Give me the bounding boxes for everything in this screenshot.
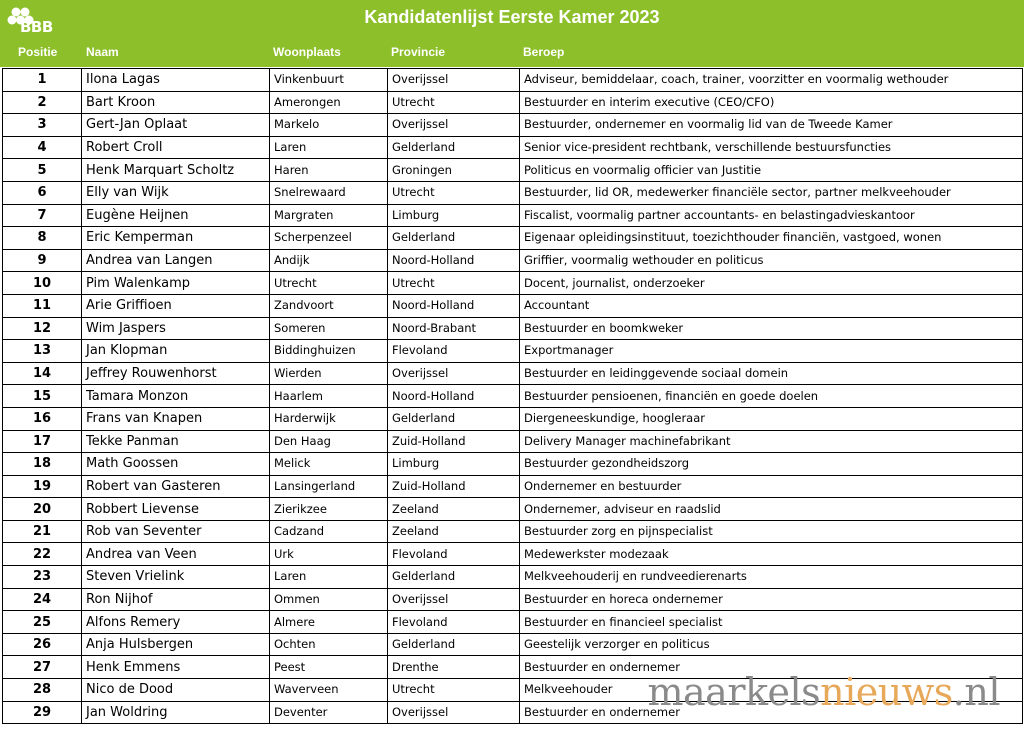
table-row — [3, 475, 1023, 498]
row-woonplaats: Someren — [270, 317, 388, 340]
table-header-bar — [0, 0, 1024, 67]
row-position: 8 — [3, 227, 82, 250]
row-beroep: Bestuurder en financieel specialist — [520, 611, 1023, 634]
row-beroep: Bestuurder pensioenen, financiën en goede doelen — [520, 385, 1023, 408]
row-position: 14 — [3, 362, 82, 385]
table-row — [3, 566, 1023, 589]
row-woonplaats: Amerongen — [270, 91, 388, 114]
row-provincie: Flevoland — [388, 611, 520, 634]
row-name: Andrea van Veen — [82, 543, 270, 566]
table-row — [3, 543, 1023, 566]
row-position: 4 — [3, 136, 82, 159]
row-beroep: Geestelijk verzorger en politicus — [520, 633, 1023, 656]
row-provincie: Gelderland — [388, 633, 520, 656]
row-beroep: Bestuurder en ondernemer — [520, 701, 1023, 724]
row-woonplaats: Zandvoort — [270, 294, 388, 317]
page-title: Kandidatenlijst Eerste Kamer 2023 — [364, 7, 660, 27]
table-row — [3, 181, 1023, 204]
row-position: 24 — [3, 588, 82, 611]
column-header-woonplaats: Woonplaats — [273, 45, 341, 59]
row-name: Alfons Remery — [82, 611, 270, 634]
table-row — [3, 272, 1023, 295]
row-position: 27 — [3, 656, 82, 679]
row-provincie: Zuid-Holland — [388, 475, 520, 498]
row-woonplaats: Haren — [270, 159, 388, 182]
table-row — [3, 385, 1023, 408]
row-beroep: Adviseur, bemiddelaar, coach, trainer, voorzitter en voormalig wethouder — [520, 69, 1023, 92]
row-position: 17 — [3, 430, 82, 453]
row-woonplaats: Haarlem — [270, 385, 388, 408]
row-provincie: Utrecht — [388, 272, 520, 295]
row-woonplaats: Lansingerland — [270, 475, 388, 498]
table-row — [3, 69, 1023, 92]
row-beroep: Bestuurder gezondheidszorg — [520, 453, 1023, 476]
table-row — [3, 498, 1023, 521]
row-provincie: Noord-Holland — [388, 385, 520, 408]
row-name: Robert van Gasteren — [82, 475, 270, 498]
table-row — [3, 159, 1023, 182]
row-provincie: Overijssel — [388, 362, 520, 385]
row-position: 2 — [3, 91, 82, 114]
table-row — [3, 362, 1023, 385]
row-name: Anja Hulsbergen — [82, 633, 270, 656]
row-name: Rob van Seventer — [82, 520, 270, 543]
row-beroep: Senior vice-president rechtbank, verschillende bestuursfuncties — [520, 136, 1023, 159]
row-position: 16 — [3, 407, 82, 430]
watermark-part2: nieuws — [820, 670, 953, 714]
row-position: 13 — [3, 340, 82, 363]
row-beroep: Ondernemer en bestuurder — [520, 475, 1023, 498]
row-beroep: Bestuurder en ondernemer — [520, 656, 1023, 679]
row-name: Frans van Knapen — [82, 407, 270, 430]
row-name: Steven Vrielink — [82, 566, 270, 589]
row-woonplaats: Markelo — [270, 114, 388, 137]
row-position: 23 — [3, 566, 82, 589]
row-woonplaats: Vinkenbuurt — [270, 69, 388, 92]
table-row — [3, 114, 1023, 137]
row-beroep: Griffier, voormalig wethouder en politicus — [520, 249, 1023, 272]
row-name: Ron Nijhof — [82, 588, 270, 611]
row-provincie: Gelderland — [388, 136, 520, 159]
row-provincie: Gelderland — [388, 566, 520, 589]
table-row — [3, 227, 1023, 250]
row-position: 3 — [3, 114, 82, 137]
row-woonplaats: Biddinghuizen — [270, 340, 388, 363]
column-header-beroep: Beroep — [523, 45, 565, 59]
table-row — [3, 204, 1023, 227]
row-beroep: Bestuurder en horeca ondernemer — [520, 588, 1023, 611]
table-row — [3, 294, 1023, 317]
row-name: Andrea van Langen — [82, 249, 270, 272]
row-woonplaats: Utrecht — [270, 272, 388, 295]
row-provincie: Utrecht — [388, 679, 520, 702]
row-name: Arie Griffioen — [82, 294, 270, 317]
row-beroep: Medewerkster modezaak — [520, 543, 1023, 566]
row-name: Tekke Panman — [82, 430, 270, 453]
table-row — [3, 340, 1023, 363]
row-position: 18 — [3, 453, 82, 476]
row-position: 25 — [3, 611, 82, 634]
row-woonplaats: Margraten — [270, 204, 388, 227]
row-position: 5 — [3, 159, 82, 182]
row-name: Tamara Monzon — [82, 385, 270, 408]
table-row — [3, 453, 1023, 476]
row-name: Eugène Heijnen — [82, 204, 270, 227]
column-header-provincie: Provincie — [391, 45, 446, 59]
logo-text: BBB — [20, 18, 53, 36]
table-row — [3, 633, 1023, 656]
row-provincie: Flevoland — [388, 543, 520, 566]
table-row — [3, 588, 1023, 611]
row-provincie: Groningen — [388, 159, 520, 182]
row-name: Robert Croll — [82, 136, 270, 159]
row-name: Ilona Lagas — [82, 69, 270, 92]
row-beroep: Docent, journalist, onderzoeker — [520, 272, 1023, 295]
row-provincie: Gelderland — [388, 227, 520, 250]
row-position: 19 — [3, 475, 82, 498]
row-position: 10 — [3, 272, 82, 295]
row-woonplaats: Andijk — [270, 249, 388, 272]
row-woonplaats: Almere — [270, 611, 388, 634]
row-beroep: Bestuurder en leidinggevende sociaal domein — [520, 362, 1023, 385]
row-woonplaats: Den Haag — [270, 430, 388, 453]
row-provincie: Overijssel — [388, 114, 520, 137]
row-woonplaats: Snelrewaard — [270, 181, 388, 204]
table-row — [3, 611, 1023, 634]
row-beroep: Eigenaar opleidingsinstituut, toezichthouder financiën, vastgoed, wonen — [520, 227, 1023, 250]
row-name: Elly van Wijk — [82, 181, 270, 204]
row-provincie: Gelderland — [388, 407, 520, 430]
table-row — [3, 249, 1023, 272]
row-woonplaats: Harderwijk — [270, 407, 388, 430]
row-provincie: Flevoland — [388, 340, 520, 363]
row-beroep: Bestuurder, lid OR, medewerker financiële sector, partner melkveehouder — [520, 181, 1023, 204]
row-woonplaats: Scherpenzeel — [270, 227, 388, 250]
row-position: 7 — [3, 204, 82, 227]
row-position: 29 — [3, 701, 82, 724]
row-position: 11 — [3, 294, 82, 317]
row-provincie: Noord-Holland — [388, 294, 520, 317]
row-name: Math Goossen — [82, 453, 270, 476]
table-row — [3, 407, 1023, 430]
row-beroep: Bestuurder en boomkweker — [520, 317, 1023, 340]
row-woonplaats: Urk — [270, 543, 388, 566]
row-position: 1 — [3, 69, 82, 92]
row-beroep: Politicus en voormalig officier van Justitie — [520, 159, 1023, 182]
row-provincie: Overijssel — [388, 588, 520, 611]
row-name: Bart Kroon — [82, 91, 270, 114]
row-woonplaats: Deventer — [270, 701, 388, 724]
row-provincie: Zeeland — [388, 498, 520, 521]
row-provincie: Zuid-Holland — [388, 430, 520, 453]
watermark-part1: maarkels — [647, 670, 821, 714]
row-name: Wim Jaspers — [82, 317, 270, 340]
row-beroep: Exportmanager — [520, 340, 1023, 363]
row-woonplaats: Laren — [270, 566, 388, 589]
row-beroep: Melkveehouderij en rundveedierenarts — [520, 566, 1023, 589]
table-row — [3, 430, 1023, 453]
row-provincie: Noord-Brabant — [388, 317, 520, 340]
row-name: Nico de Dood — [82, 679, 270, 702]
row-woonplaats: Waverveen — [270, 679, 388, 702]
row-position: 28 — [3, 679, 82, 702]
row-name: Henk Emmens — [82, 656, 270, 679]
row-name: Jan Klopman — [82, 340, 270, 363]
row-name: Henk Marquart Scholtz — [82, 159, 270, 182]
row-provincie: Utrecht — [388, 91, 520, 114]
row-woonplaats: Ommen — [270, 588, 388, 611]
row-provincie: Noord-Holland — [388, 249, 520, 272]
row-beroep: Diergeneeskundige, hoogleraar — [520, 407, 1023, 430]
row-position: 26 — [3, 633, 82, 656]
row-provincie: Drenthe — [388, 656, 520, 679]
row-name: Jan Woldring — [82, 701, 270, 724]
row-position: 15 — [3, 385, 82, 408]
row-name: Robbert Lievense — [82, 498, 270, 521]
row-woonplaats: Wierden — [270, 362, 388, 385]
table-row — [3, 136, 1023, 159]
watermark — [647, 670, 1000, 714]
row-position: 22 — [3, 543, 82, 566]
row-woonplaats: Cadzand — [270, 520, 388, 543]
row-woonplaats: Peest — [270, 656, 388, 679]
row-beroep: Bestuurder en interim executive (CEO/CFO) — [520, 91, 1023, 114]
row-beroep: Delivery Manager machinefabrikant — [520, 430, 1023, 453]
row-beroep: Melkveehouder — [520, 679, 1023, 702]
table-row — [3, 317, 1023, 340]
row-position: 9 — [3, 249, 82, 272]
row-beroep: Bestuurder, ondernemer en voormalig lid van de Tweede Kamer — [520, 114, 1023, 137]
row-position: 12 — [3, 317, 82, 340]
row-provincie: Overijssel — [388, 69, 520, 92]
row-provincie: Utrecht — [388, 181, 520, 204]
row-provincie: Overijssel — [388, 701, 520, 724]
row-provincie: Limburg — [388, 204, 520, 227]
table-row — [3, 91, 1023, 114]
row-position: 21 — [3, 520, 82, 543]
row-beroep: Fiscalist, voormalig partner accountants- en belastingadvieskantoor — [520, 204, 1023, 227]
row-position: 6 — [3, 181, 82, 204]
row-name: Pim Walenkamp — [82, 272, 270, 295]
watermark-part3: .nl — [952, 670, 1000, 714]
row-beroep: Accountant — [520, 294, 1023, 317]
table-row — [3, 520, 1023, 543]
row-beroep: Ondernemer, adviseur en raadslid — [520, 498, 1023, 521]
row-beroep: Bestuurder zorg en pijnspecialist — [520, 520, 1023, 543]
row-provincie: Zeeland — [388, 520, 520, 543]
column-header-positie: Positie — [18, 45, 58, 59]
row-provincie: Limburg — [388, 453, 520, 476]
row-name: Eric Kemperman — [82, 227, 270, 250]
row-woonplaats: Ochten — [270, 633, 388, 656]
row-position: 20 — [3, 498, 82, 521]
row-name: Jeffrey Rouwenhorst — [82, 362, 270, 385]
column-header-naam: Naam — [86, 45, 119, 59]
row-woonplaats: Laren — [270, 136, 388, 159]
candidate-table — [2, 68, 1023, 724]
row-woonplaats: Melick — [270, 453, 388, 476]
row-woonplaats: Zierikzee — [270, 498, 388, 521]
row-name: Gert-Jan Oplaat — [82, 114, 270, 137]
